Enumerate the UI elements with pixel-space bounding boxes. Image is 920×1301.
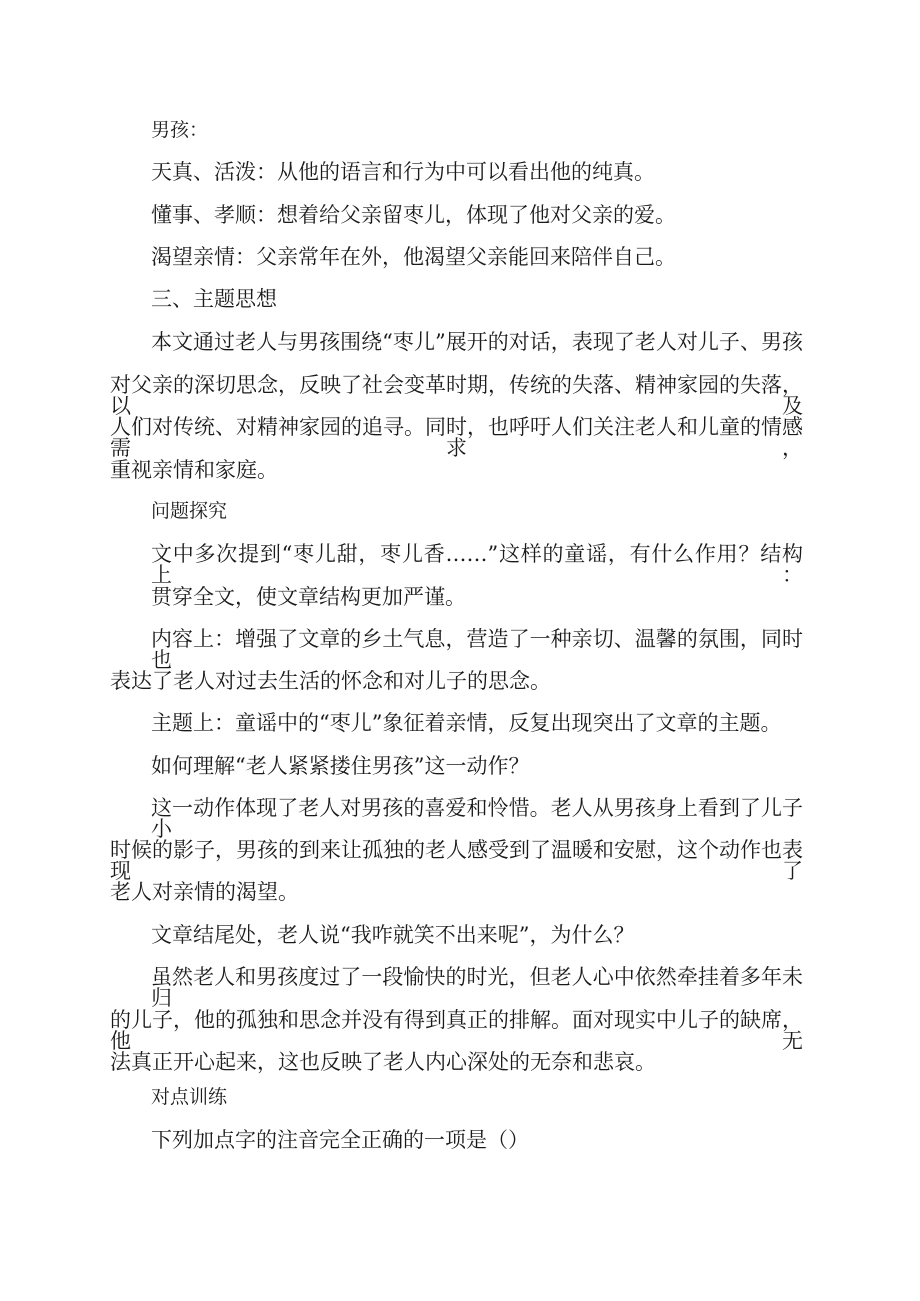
inquiry-heading: 问题探究 <box>151 500 228 522</box>
theme-paragraph-line: 重视亲情和家庭。 <box>110 458 278 482</box>
practice-heading: 对点训练 <box>151 1086 228 1108</box>
boy-trait-longing: 渴望亲情：父亲常年在外，他渴望父亲能回来陪伴自己。 <box>151 245 676 269</box>
inquiry-answer-3-line: 虽然老人和男孩度过了一段愉快的时光，但老人心中依然牵挂着多年未归 <box>151 965 803 1010</box>
practice-question-1: 下列加点字的注音完全正确的一项是（） <box>151 1128 529 1152</box>
inquiry-answer-3-line: 法真正开心起来，这也反映了老人内心深处的无奈和悲哀。 <box>110 1050 656 1074</box>
inquiry-answer-content-cont: 表达了老人对过去生活的怀念和对儿子的思念。 <box>110 669 551 693</box>
inquiry-question-3: 文章结尾处，老人说“我咋就笑不出来呢”，为什么？ <box>151 923 635 947</box>
theme-paragraph-line: 对父亲的深切思念，反映了社会变革时期，传统的失落、精神家园的失落，以及 <box>110 373 803 418</box>
inquiry-answer-content: 内容上：增强了文章的乡土气息，营造了一种亲切、温馨的氛围，同时也 <box>151 627 803 672</box>
inquiry-answer-3-line: 的儿子，他的孤独和思念并没有得到真正的排解。面对现实中儿子的缺席，他无 <box>110 1008 803 1053</box>
inquiry-answer-structure: 贯穿全文，使文章结构更加严谨。 <box>151 585 466 609</box>
inquiry-question-1: 文中多次提到“枣儿甜，枣儿香……”这样的童谣，有什么作用？结构上： <box>151 542 803 587</box>
boy-trait-innocent: 天真、活泼：从他的语言和行为中可以看出他的纯真。 <box>151 160 655 184</box>
theme-heading: 三、主题思想 <box>151 287 277 311</box>
inquiry-answer-2-line: 老人对亲情的渴望。 <box>110 880 299 904</box>
inquiry-answer-theme: 主题上：童谣中的“枣儿”象征着亲情，反复出现突出了文章的主题。 <box>151 711 782 735</box>
inquiry-answer-2-line: 时候的影子，男孩的到来让孤独的老人感受到了温暖和安慰，这个动作也表现了 <box>110 838 803 883</box>
inquiry-answer-2-line: 这一动作体现了老人对男孩的喜爱和怜惜。老人从男孩身上看到了儿子小 <box>151 796 803 841</box>
theme-paragraph-line: 本文通过老人与男孩围绕“枣儿”展开的对话，表现了老人对儿子、男孩 <box>151 330 803 354</box>
boy-trait-filial: 懂事、孝顺：想着给父亲留枣儿，体现了他对父亲的爱。 <box>151 203 676 227</box>
inquiry-question-2: 如何理解“老人紧紧搂住男孩”这一动作？ <box>151 754 530 778</box>
theme-paragraph-line: 人们对传统、对精神家园的追寻。同时，也呼吁人们关注老人和儿童的情感需求， <box>110 415 803 460</box>
boy-heading: 男孩： <box>151 119 209 141</box>
